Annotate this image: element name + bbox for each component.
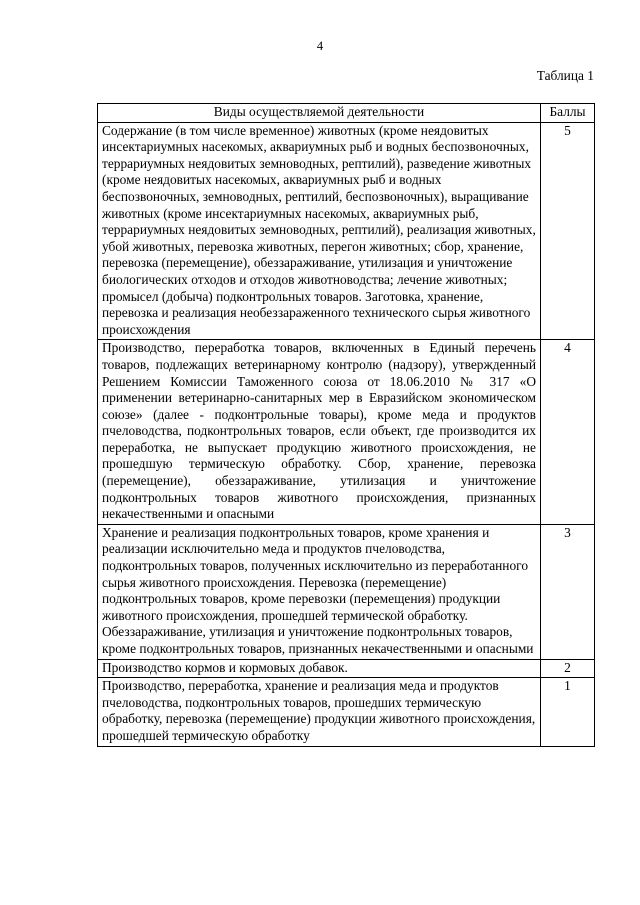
activity-text: Содержание (в том числе временное) животных (кроме неядовитых инсектариумных насекомых, аквариумных рыб и водных беспозвоночных, террариумных неядовитых земноводных, рептилий), разведение животных (кроме неядовитых насекомых, аквариумных рыб и водных беспозвоночных, земноводных, рептилий, беспозвоночных), выращивание животных (кроме инсектариумных насекомых, аквариумных рыб, террариумных неядовитых земноводных, рептилий), реализация животных, убой животных, перевозка животных, перегон животных; сбор, хранение, перевозка (перемещение), обеззараживание, утилизация и уничтожение биологических отходов и отходов животноводства; лечение животных; промысел (добыча) подконтрольных товаров. Заготовка, хранение, перевозка и реализация необеззараженного технического сырья животного происхождения (102, 122, 536, 337)
activity-score-table (97, 103, 595, 747)
activity-cell (98, 659, 541, 678)
table-row (98, 340, 595, 525)
activity-text: Хранение и реализация подконтрольных товаров, кроме хранения и реализации исключительно меда и продуктов пчеловодства, подконтрольных товаров, полученных исключительно из переработанного сырья животного происхождения. Перевозка (перемещение) подконтрольных товаров, кроме перевозки (перемещения) продукции животного происхождения, прошедшей термической обработку. (102, 524, 529, 623)
header-activity: Виды осуществляемой деятельности (98, 104, 541, 123)
activity-text: Обеззараживание, утилизация и уничтожение подконтрольных товаров, кроме подконтрольных товаров, признанных некачественными и опасными (102, 624, 534, 656)
activity-cell (98, 340, 541, 525)
table-row (98, 678, 595, 746)
activity-cell (98, 524, 541, 659)
activity-text: Производство, переработка товаров, включенных в Единый перечень товаров, подлежащих ветеринарному контролю (надзору), утвержденный Решением Комиссии Таможенного союза от 18.06.2010 № 317 «О применении ветеринарно-санитарных мер в Евразийском экономическом союзе» (далее - подконтрольные товары), кроме меда и продуктов пчеловодства, подконтрольных товаров, если объект, где производится их переработка, не выпускает продукцию животного происхождения, не прошедшую термическую обработку. Сбор, хранение, перевозка (перемещение), обеззараживание, утилизация и уничтожение подконтрольных товаров животного происхождения, признанных некачественными и опасными (102, 340, 536, 522)
activity-cell (98, 678, 541, 746)
table-row (98, 659, 595, 678)
score-cell: 4 (541, 340, 595, 525)
table-row (98, 524, 595, 659)
table-header-row (98, 104, 595, 123)
activity-text: Производство кормов и кормовых добавок. (102, 659, 348, 675)
page-number: 4 (316, 39, 324, 53)
activity-text: Производство, переработка, хранение и реализация меда и продуктов пчеловодства, подконтрольных товаров, прошедших термическую обработку, перевозка (перемещение) продукции животного происхождения, прошедшей термическую обработку (102, 678, 536, 743)
score-cell: 3 (541, 524, 595, 659)
score-cell: 2 (541, 659, 595, 678)
header-score: Баллы (541, 104, 595, 123)
score-cell: 5 (541, 122, 595, 340)
table-caption: Таблица 1 (536, 68, 594, 83)
score-cell: 1 (541, 678, 595, 746)
table-row (98, 122, 595, 340)
activity-cell (98, 122, 541, 340)
